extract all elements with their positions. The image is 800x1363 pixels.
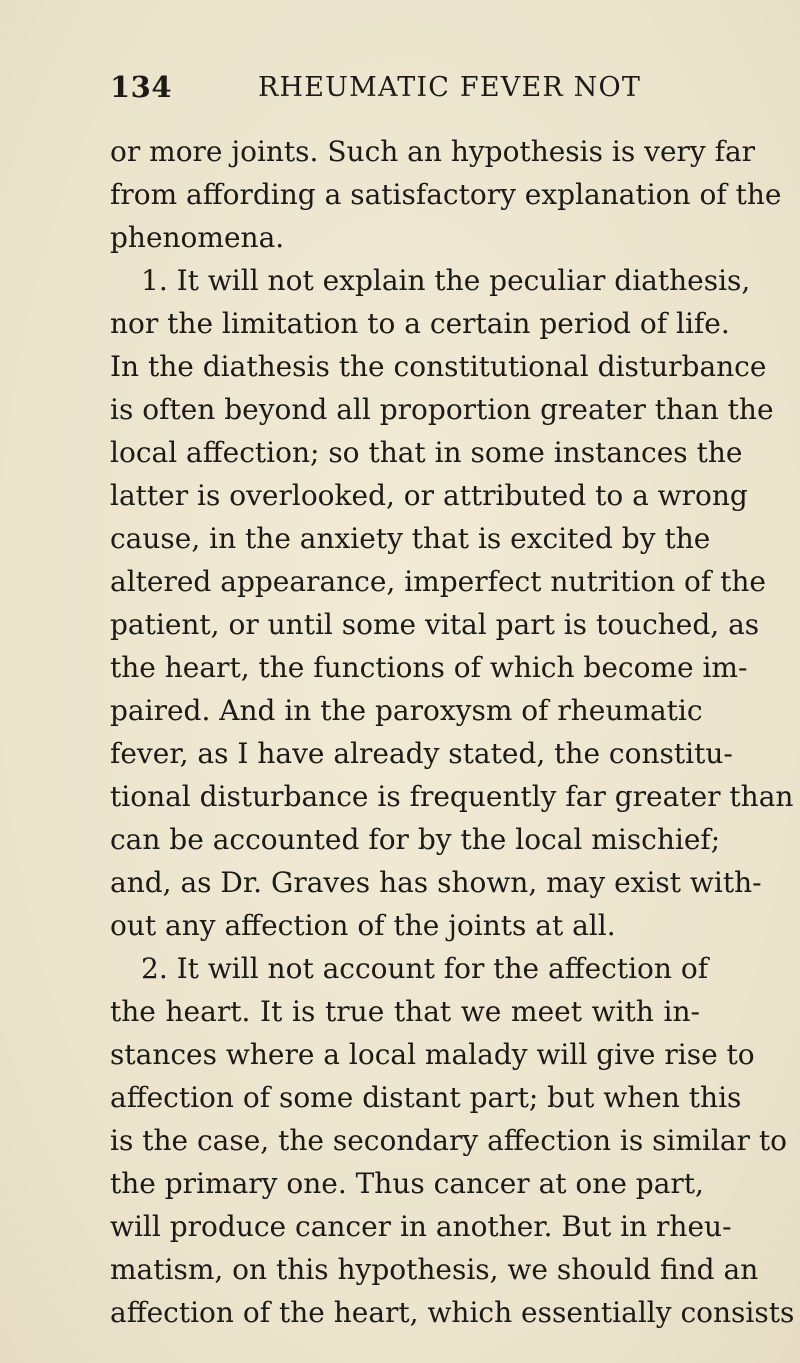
text-line: cause, in the anxiety that is excited by the — [110, 522, 711, 555]
text-line: from affording a satisfactory explanation of the — [110, 178, 782, 211]
text-line: phenomena. — [110, 221, 285, 254]
text-line: and, as Dr. Graves has shown, may exist with- — [110, 866, 762, 899]
running-head: RHEUMATIC FEVER NOT — [258, 72, 642, 103]
text-line: paired. And in the paroxysm of rheumatic — [110, 694, 703, 727]
page-header — [110, 70, 690, 110]
text-line: is often beyond all proportion greater than the — [110, 393, 774, 426]
text-line: affection of some distant part; but when this — [110, 1081, 742, 1114]
text-line: the heart. It is true that we meet with in- — [110, 995, 700, 1028]
body-text — [110, 130, 795, 1334]
text-line: local affection; so that in some instances the — [110, 436, 743, 469]
page-number: 134 — [110, 70, 173, 104]
text-line: out any affection of the joints at all. — [110, 909, 616, 942]
text-line: or more joints. Such an hypothesis is very far — [110, 135, 756, 168]
text-line: 2. It will not account for the affection of — [141, 952, 709, 985]
text-line: the heart, the functions of which become im- — [110, 651, 748, 684]
text-line: nor the limitation to a certain period of life. — [110, 307, 730, 340]
text-line: latter is overlooked, or attributed to a wrong — [110, 479, 748, 512]
text-line: fever, as I have already stated, the constitu- — [110, 737, 733, 770]
text-line: altered appearance, imperfect nutrition of the — [110, 565, 767, 598]
text-line: will produce cancer in another. But in rheu- — [110, 1210, 732, 1243]
text-line: matism, on this hypothesis, we should find an — [110, 1253, 759, 1286]
text-line: is the case, the secondary affection is similar to — [110, 1124, 788, 1157]
text-line: can be accounted for by the local mischief; — [110, 823, 721, 856]
text-line: the primary one. Thus cancer at one part, — [110, 1167, 704, 1200]
text-line: In the diathesis the constitutional disturbance — [110, 350, 767, 383]
text-line: affection of the heart, which essentially consists — [110, 1296, 795, 1329]
text-line: tional disturbance is frequently far greater than — [110, 780, 794, 813]
text-line: 1. It will not explain the peculiar diathesis, — [141, 264, 751, 297]
text-line: patient, or until some vital part is touched, as — [110, 608, 760, 641]
text-line: stances where a local malady will give rise to — [110, 1038, 755, 1071]
